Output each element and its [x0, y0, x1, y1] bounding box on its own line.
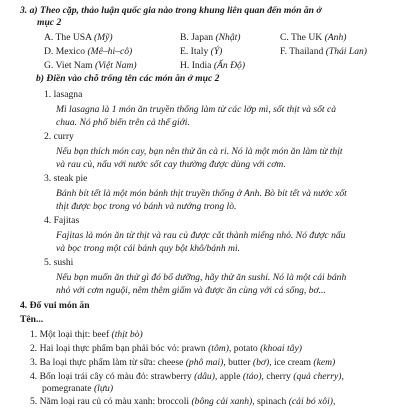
country-f: F. Thailand (Thái Lan) — [280, 46, 367, 57]
quiz-item-2: 2. Hai loại thực phẩm bạn phải bóc vỏ: prawn (tôm), potato (khoai tây) — [30, 343, 302, 354]
dish-1-desc-1: Mì lasagna là 1 món ăn truyền thống làm từ các lớp mì, sốt thịt và sốt cà — [56, 104, 337, 115]
dish-2-title: 2. curry — [44, 131, 74, 142]
dish-5-title: 5. sushi — [44, 257, 74, 268]
dish-1-title: 1. lasagna — [44, 89, 83, 100]
dish-4-title: 4. Fajitas — [44, 215, 80, 226]
quiz-item-4: 4. Bốn loại trái cây có màu đỏ: strawberry (dâu), apple (táo), cherry (quả cherry), — [30, 371, 344, 382]
dish-3-title: 3. steak pie — [44, 173, 88, 184]
dish-2-desc-2: và rau củ, nấu với nước sốt cay thường được dùng với cơm. — [56, 159, 286, 170]
quiz-item-5: 5. Năm loại rau củ có màu xanh: broccoli (bông cải xanh), spinach (cải bó xôi), — [30, 396, 336, 407]
quiz-item-4-cont: pomegranate (lựu) — [42, 383, 114, 394]
country-e: E. Italy (Ý) — [180, 46, 223, 57]
section3a-heading-line2: mục 2 — [37, 17, 62, 28]
country-c: C. The UK (Anh) — [280, 32, 347, 43]
country-g: G. Viet Nam (Việt Nam) — [44, 60, 137, 71]
dish-4-desc-2: và bọc trong một cái bánh quy bột khô/bánh mì. — [56, 243, 241, 254]
section3b-heading: b) Điền vào chỗ trống tên các món ăn ở mục 2 — [36, 73, 220, 84]
country-a: A. The USA (Mỹ) — [44, 32, 113, 43]
quiz-item-1: 1. Một loại thịt: beef (thịt bò) — [30, 329, 143, 340]
section4-ten: Tên... — [20, 314, 44, 325]
quiz-item-3: 3. Ba loại thực phẩm làm từ sữa: cheese (phô mai), butter (bơ), ice cream (kem) — [30, 357, 336, 368]
country-b: B. Japan (Nhật) — [180, 32, 241, 43]
dish-1-desc-2: chua. Nó phổ biến trên cả thế giới. — [56, 117, 190, 128]
country-h: H. India (Ấn Độ) — [180, 60, 246, 71]
country-d: D. Mexico (Mê–hi–cô) — [44, 46, 133, 57]
dish-4-desc-1: Fajitas là món ăn từ thịt và rau củ được cắt thành miếng nhỏ. Nó được nấu — [56, 230, 346, 241]
dish-5-desc-1: Nếu bạn muốn ăn thử gì đó bổ dưỡng, hãy thử ăn sushi. Nó là một cái bánh — [56, 272, 347, 283]
dish-3-desc-2: thịt được bọc trong vỏ bánh và nướng trong lò. — [56, 201, 237, 212]
section4-heading: 4. Đố vui món ăn — [20, 300, 90, 311]
section3a-heading-line1: 3. a) Theo cặp, thảo luận quốc gia nào trong khung liên quan đến món ăn ở — [20, 5, 322, 16]
dish-5-desc-2: nhỏ với cơm nguội, nêm thêm giấm và được ăn cùng với cá sống, bơ... — [56, 285, 326, 296]
dish-2-desc-1: Nếu bạn thích món cay, bạn nên thử ăn cà ri. Nó là một món ăn làm từ thịt — [56, 146, 343, 157]
dish-3-desc-1: Bánh bít tết là một món bánh thịt truyền thống ở Anh. Bò bít tết và nước xốt — [56, 188, 347, 199]
